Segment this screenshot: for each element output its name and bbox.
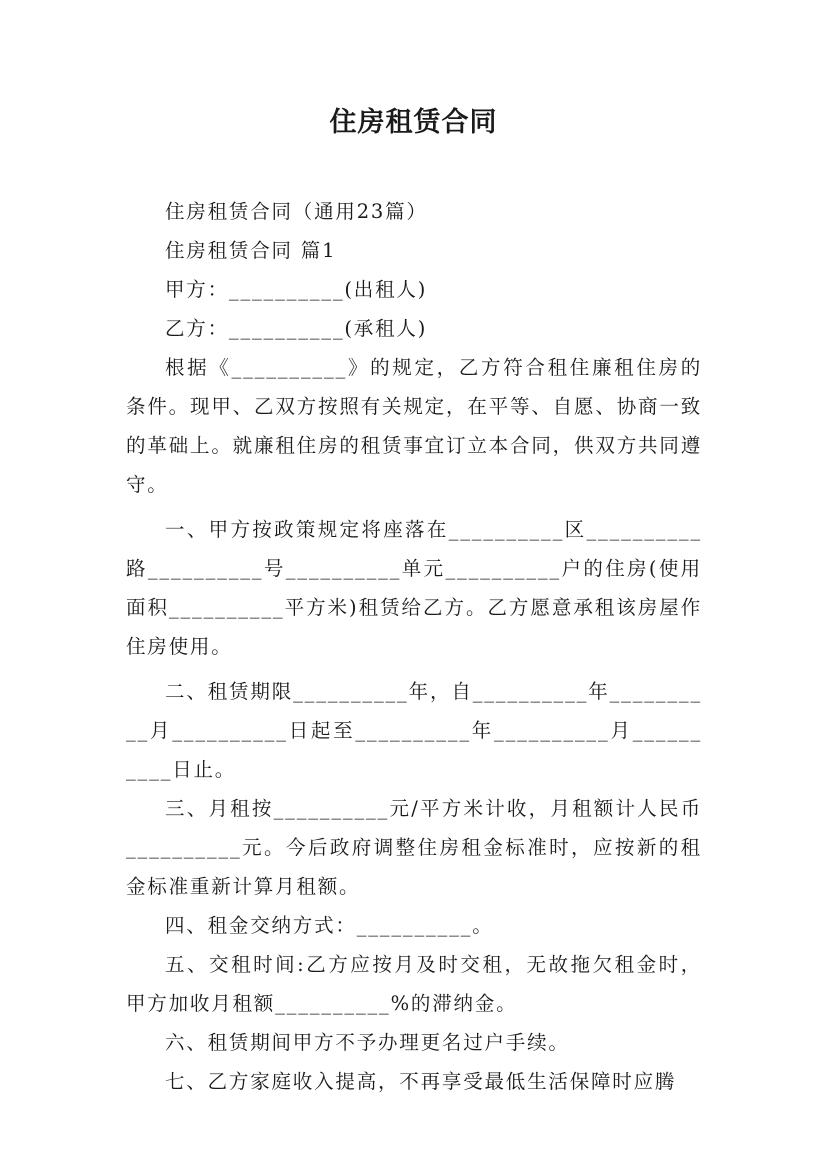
clause-5-paragraph: 五、交租时间:乙方应按月及时交租，无故拖欠租金时，甲方加收月租额__________%的滞纳金。 xyxy=(126,953,702,1015)
document-title: 住房租赁合同 xyxy=(329,107,498,138)
clause-6-paragraph: 六、租赁期间甲方不予办理更名过户手续。 xyxy=(165,1031,570,1054)
party-b-line: 乙方：__________(承租人) xyxy=(165,317,428,340)
subtitle-paragraph: 住房租赁合同（通用23篇） xyxy=(165,200,428,223)
document-body xyxy=(126,192,702,1101)
party-a-line: 甲方：__________(出租人) xyxy=(165,278,428,301)
clause-3-paragraph: 三、月租按__________元/平方米计收，月租额计人民币__________元。今后政府调整住房租金标准时，应按新的租金标准重新计算月租额。 xyxy=(126,797,702,898)
clause-7-paragraph: 七、乙方家庭收入提高，不再享受最低生活保障时应腾 xyxy=(165,1070,677,1093)
clause-1-paragraph: 一、甲方按政策规定将座落在__________区__________路__________号__________单元__________户的住房(使用面积__________平方米)租赁给乙方。乙方愿意承租该房屋作住房使用。 xyxy=(126,518,702,658)
clause-2-paragraph: 二、租赁期限__________年，自__________年__________月__________日起至__________年__________月__________日止。 xyxy=(126,680,702,781)
section-heading: 住房租赁合同 篇1 xyxy=(165,239,337,262)
preamble-paragraph: 根据《__________》的规定，乙方符合租住廉租住房的条件。现甲、乙双方按照有关规定，在平等、自愿、协商一致的革础上。就廉租住房的租赁事宜订立本合同，供双方共同遵守。 xyxy=(126,356,702,496)
clause-4-paragraph: 四、租金交纳方式：__________。 xyxy=(165,914,494,937)
